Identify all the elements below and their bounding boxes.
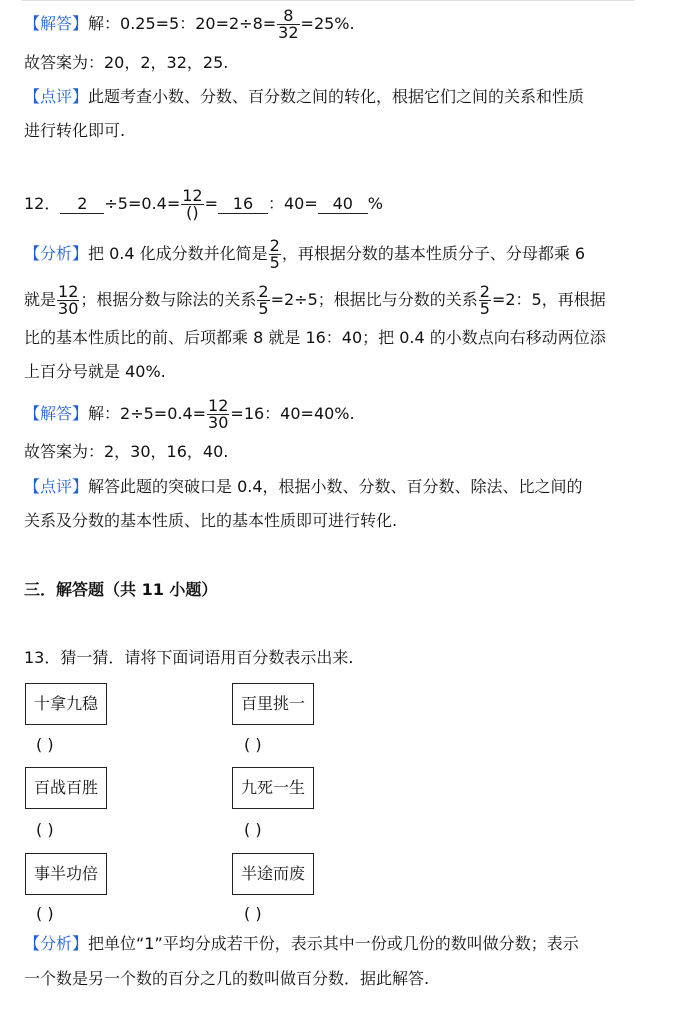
answer-tag: 【解答】 <box>24 14 89 33</box>
q12-final-answer: 故答案为：2，30，16，40. <box>24 442 229 461</box>
q13-stem: 13．猜一猜．请将下面词语用百分数表示出来. <box>24 648 354 667</box>
section-heading: 三．解答题（共 11 小题） <box>24 580 218 599</box>
q11-comment-cont: 进行转化即可. <box>24 121 126 140</box>
answer-paren: ( ) <box>36 820 54 839</box>
fraction: $\frac{2}{5}$ <box>258 282 269 318</box>
comment-tag: 【点评】 <box>24 87 89 106</box>
answer-paren: ( ) <box>244 820 262 839</box>
answer-paren: ( ) <box>36 904 54 923</box>
blank: 16 <box>218 195 268 214</box>
top-divider <box>22 0 634 1</box>
q11-answer-line: 【解答】解：0.25=5：20=2÷8= $\frac{8}{32}$ =25%. <box>24 6 355 42</box>
fraction: $\frac{12}{30}$ <box>58 282 79 318</box>
q11-comment: 【点评】此题考查小数、分数、百分数之间的转化，根据它们之间的关系和性质 <box>24 87 585 106</box>
idiom-box: 九死一生 <box>232 767 314 809</box>
fraction: $\frac{12}{30}$ <box>208 396 229 432</box>
fraction: $\frac{2}{5}$ <box>269 236 280 272</box>
fraction: $\frac{8}{32}$ <box>278 6 299 42</box>
q12-question: 12． 2 ÷5=0.4= $\frac{12}{()}$ = 16 ：40= 40 % <box>24 186 383 222</box>
analysis-tag: 【分析】 <box>24 244 89 263</box>
idiom-box: 百里挑一 <box>232 683 314 725</box>
idiom-box: 百战百胜 <box>25 767 107 809</box>
blank: 40 <box>318 195 368 214</box>
analysis-tag: 【分析】 <box>24 934 89 953</box>
q12-analysis-line3: 比的基本性质比的前、后项都乘 8 就是 16：40；把 0.4 的小数点向右移动两位添 <box>24 328 606 347</box>
q12-analysis-line4: 上百分号就是 40%. <box>24 362 166 381</box>
comment-tag: 【点评】 <box>24 477 89 496</box>
answer-paren: ( ) <box>36 735 54 754</box>
fraction: $\frac{12}{()}$ <box>182 186 203 222</box>
q12-answer-line: 【解答】解：2÷5=0.4= $\frac{12}{30}$ =16：40=40%. <box>24 396 355 432</box>
q11-final-answer: 故答案为：20，2，32，25. <box>24 53 229 72</box>
q13-analysis-cont: 一个数是另一个数的百分之几的数叫做百分数．据此解答. <box>24 969 430 988</box>
idiom-box: 事半功倍 <box>25 853 107 895</box>
q12-comment: 【点评】解答此题的突破口是 0.4，根据小数、分数、百分数、除法、比之间的 <box>24 477 583 496</box>
idiom-box: 半途而废 <box>232 853 314 895</box>
q12-comment-cont: 关系及分数的基本性质、比的基本性质即可进行转化. <box>24 511 398 530</box>
answer-paren: ( ) <box>244 735 262 754</box>
fraction: $\frac{2}{5}$ <box>479 282 490 318</box>
answer-tag: 【解答】 <box>24 404 89 423</box>
q13-analysis: 【分析】把单位“1”平均分成若干份，表示其中一份或几份的数叫做分数；表示 <box>24 934 579 953</box>
answer-paren: ( ) <box>244 904 262 923</box>
q12-analysis-line2: 就是 $\frac{12}{30}$ ；根据分数与除法的关系 $\frac{2}{5}$ =2÷5；根据比与分数的关系 $\frac{2}{5}$ =2：5，再根据 <box>24 282 606 318</box>
blank: 2 <box>60 195 104 214</box>
idiom-box: 十拿九稳 <box>25 683 107 725</box>
q12-analysis-line1: 【分析】把 0.4 化成分数并化简是 $\frac{2}{5}$ ，再根据分数的基本性质分子、分母都乘 6 <box>24 236 586 272</box>
